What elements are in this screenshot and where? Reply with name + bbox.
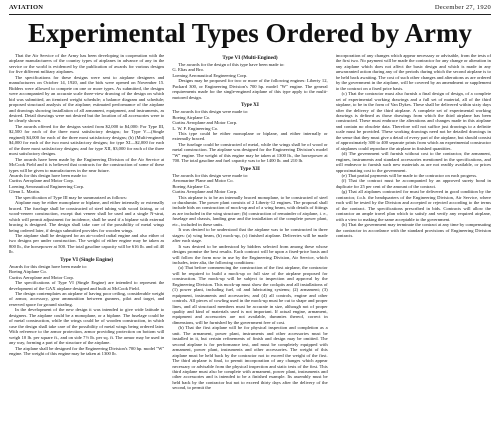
paragraph: The airplane shall be designed for an air-cooled radial engine and also either of two designs per under construction. The weight of either engine may be taken as 800 lb., the horsepower at 500. The total gasoline capacity will be 616 lb. and oil 40 lb. xyxy=(9,232,165,255)
text-column-2 xyxy=(172,53,327,430)
text-column-3 xyxy=(336,53,491,430)
paragraph: The awards for the design of this type have been made to: xyxy=(178,62,285,67)
paragraph: Aeromarine Plane and Motor Co. xyxy=(172,178,234,184)
paragraph: The awards have been made by the Engineering Division of the Air Service at McCook Field and it is believed that contracts for the construction of some of these types will be given to manufacturers in the near future. xyxy=(9,156,165,173)
paragraph: The specification of Type III may be summarized as follows: xyxy=(15,194,127,200)
paragraph: The airplane shall be designed for the Engineering Division's 700 hp. model "W" engine. The weight of this engine may be taken at 1300 lb. xyxy=(9,345,165,357)
paragraph: That the Air Service of the Army has been developing in cooperation with the airplane manufacturers of the country types of airplanes in advance of any in the service or the world is evidenced by the publication of awards for various designs for five different military airplanes. xyxy=(9,53,165,75)
paragraph: (f) That the contract must be accompanied by an approved surety bond in duplicate for 25 per cent of the amount of the contract. xyxy=(335,178,491,189)
section-name: AVIATION xyxy=(9,4,44,11)
paragraph: The specifications of Type VI (Single Engine) are intended to represent the development of the GAX airplane designed and built at McCook Field. xyxy=(9,280,165,291)
paragraph: This airplane is to be an internally braced monoplane, to be constructed of steel or duralumin. The power plant consists of 2 Liberty-12 engines. The proposal shall include bids on construction of mock-up and of a wing beam, with details of fittings as are included in the wing structure; (b) construction of remainder of airplane, i. e., fuselage and chassis, landing gear and the installation of the complete power plant, etc., included in these units. xyxy=(172,194,328,227)
paragraph: Boeing Airplane Co. xyxy=(172,183,211,189)
paragraph: Glenn L. Martin. xyxy=(9,189,41,195)
paragraph: This type could be either monoplane or biplane, and either internally or externally braced. xyxy=(172,130,328,142)
section-heading: Type XI xyxy=(241,102,259,109)
section-heading: Type VI (Multi-Engined) xyxy=(222,55,278,61)
paragraph: (g) That all airplanes contracted for must be delivered in good condition by the contractor, f.o.b. the headquarters of the Engineering Division, Air Service, where each will be tested by the Division and accepted or rejected according to the terms of the contract. The specifications prescribed in bids. Contracts will allow the contractor an ample travel plan which to satisfy and verify any required airplane, with a view to making the same acceptable to the government. xyxy=(335,189,491,222)
paragraph: (a) That before commencing the construction of the first airplane, the contractor will be required to build a mock-up or full size of the airplane proposed for construction. The mock-up will be subject to inspection and approval by the Engineering Division. This mock-up must show the cockpits and all installations of (1) power plant, including fuel, oil and lubricating systems; (2) armament; (3) equipment, instruments and accessories; and (4) all controls, engine and other controls. All pieces of cowling used in the mock-up must be cut to shape and proper lines, and all structural members must be accurate in size, although not of proper quality and kind of materials used is not important. If actual engine, armament, equipment and accessories are not available, dummies thereof, correct in dimensions, will be furnished by the government free of cost. xyxy=(172,265,328,325)
paragraph: Awards for this design have been made to: xyxy=(9,263,88,269)
paragraph: Boeing Airplane Co. xyxy=(172,114,211,120)
paragraph: (c) That the contractor must also furnish a final design of design, of a complete set of experimental working drawings and a full set of material, all of the third airplane, to be in the form of Van Dykes. These shall be delivered within sixty days after the delivery of the third airplane. A complete set of experimental working drawings is defined as those drawings from which the third airplane has been constructed. These must embrace the alterations and changes made in this airplane and contain no obsolete data. Therefore will not suffice just drawings to a definite scale must be provided. These working drawings need not be detailed drawings in the sense that they must give a detail of every part of the airplane, but should consist of approximately 300 to 400 separate prints from which an experimental constructor of airplanes could reproduce the airplane in finished quantities. xyxy=(335,91,491,151)
paragraph: It was desired to be understood by bidders selected from among these whose designs promise the best results. Each contract will be upon a fixed-price basis and will follow the form now in use by the Engineering Division, Air Service, which includes, inter alia, the following conditions: xyxy=(172,243,328,265)
section-heading: Type XII xyxy=(240,165,260,172)
text-column-1 xyxy=(9,53,164,430)
paragraph: In the development of the new design it was intended to give wide latitude to designers. The airplane could be a monoplane, or a biplane. The fuselage could be of metal construction, while the wings could be of wooden construction, in which case the design shall take care of the possibility of metal wings being ordered later. With reference to the armor protection, armor providing protection on bottom will weigh 10 lb. per square ft., and on side 7½ lb. per sq. ft. The armor may be used in any way, forming a part of the structure of the airplane. xyxy=(9,307,165,346)
header-rule xyxy=(9,14,491,15)
paragraph: (h) That the government may terminate the contract at any time by compensating the contractor in accordance with the standard provisions of Engineering Division contracts. xyxy=(335,222,491,238)
paragraph: Designs may be proposed for two or more of the following engines: Liberty 12, Packard 300, or Engineering Division's 700 hp. model "W" engine. The general requirements made for the single-engined airplane of this type apply to the multi-motored design. xyxy=(172,78,328,100)
paragraph: (d) The government will furnish without cost to the contractor, the armament, engines, instruments and standard accessories mentioned in the specifications, and will endeavor to furnish such new materials as are not readily available, or prices approximating cost to the government. xyxy=(335,151,491,173)
paragraph: Airplane may be either monoplane or biplane, and either internally or externally braced. The fuselage shall be constructed of steel tubing with wood fairing, or of wood-veneer construction, except that veneer shall be used and a single N-strut, which will permit adjustment for incidence, shall be used if a biplane with external bracing is designed. The design shall take care of the possibility of metal wings being ordered later, if design submitted provides for wooden wings. xyxy=(9,200,165,233)
paragraph: Loening Aeronautical Engineering Corp. xyxy=(9,183,85,189)
paragraph: Curtiss Aeroplane and Motor Corp. xyxy=(9,274,74,280)
issue-date: December 27, 1920 xyxy=(434,4,491,11)
paragraph: It was desired to be understood that the airplane was to be constructed in three stages: (a) wing beam, (b) mock-up, (c) finished airplane. Deliveries will be made after each stage. xyxy=(172,227,328,244)
paragraph: The fuselage could be constructed of metal, while the wings shall be of wood or metal construction. The airplane was designed for the Engineering Division's model "W" engine. The weight of this engine may be taken at 1300 lb., the horsepower at 700. The total gasoline and fuel capacity was to be 1400 lb. and 210 lb. xyxy=(172,141,328,164)
running-header xyxy=(9,4,491,14)
paragraph: The awards offered for the designs varied from $2,000 to $4,000: For Type III, $2,500 for each of the three most satisfactory designs; for Type V—(Single engined) $4,000 for each of the three most satisfactory designs; (b) (Multi-engined) $4,000 for each of the two most satisfactory designs; for type XI—$2,000 for each of the three most satisfactory designs; and for type XII, $3,000 for each of the three most satisfactory designs. xyxy=(9,123,165,157)
paragraph: L. W. F. Engineering Co. xyxy=(172,125,219,131)
paragraph: The awards for this design were made to: xyxy=(172,109,249,115)
paragraph: (b) That the first airplane will be for physical inspection and completion as a unit. The armament, power plant, instruments and other accessories must be installed in it, but certain refinements of finish and design may be omitted. The second airplane is for performance test, and must be completely equipped with armament, power plant, instruments and other accessories. The weight of this airplane must be held back by the contractor not to exceed the weight of the first. The third airplane is final, to permit incorporation of any changes which appear necessary or advisable from the physical inspection and static tests of the first. This third airplane must also be complete with armament, power plant, instruments and other accessories and is intended to be a finished example. Its assembly must be held back by the contractor but not to exceed thirty days after the delivery of the second, to permit the xyxy=(172,325,328,391)
paragraph: The awards for this design were made to: xyxy=(172,172,249,178)
paragraph: The specifications for these designs were sent to airplane designers and manufacturers on October 14, 1920, and the bids were opened on November 15. Bidders were allowed to compete on one or more types. As submitted, the designs were accompanied by an accurate scale three-view drawing of the design on which bid was submitted, an itemized weight schedule; a balance diagram and schedule; proposed structural analysis of the airplane; estimated performance of the airplane and drawings showing installation of all armament, equipment, and instruments, as desired. Detail drawings were not desired but the location of all accessories were to be clearly shown. xyxy=(9,74,165,124)
paragraph: Loening Aeronautical Engineering Corp. xyxy=(172,72,248,78)
paragraph: Boeing Airplane Co. xyxy=(9,269,47,275)
section-heading: Type VI (Single Engine) xyxy=(60,256,114,263)
paragraph: Curtiss Aeroplane and Motor Corp. xyxy=(172,120,238,126)
paragraph: Curtiss Aeroplane and Motor Corp. xyxy=(9,178,74,184)
article-body xyxy=(9,53,491,430)
paragraph: Curtiss Aeroplane and Motor Corp. xyxy=(172,189,238,195)
paragraph: (e) That partial payments will be made to the contractor on each progress. xyxy=(341,172,478,178)
paragraph: incorporation of any changes which appear necessary or advisable, from the tests of the first two. No payment will be made the contractor for any change or alteration in any airplane which does not affect the basic design and which is made in any unwarranted action during any of the periods during which the second airplane is to be held back awaiting. The cost of such other changes and alterations as are ordered by the government in the airplane, will be covered by an amendment or supplement to the contract on a fixed price basis. xyxy=(335,53,491,91)
paragraph: Awards for this design have been made to: xyxy=(9,172,88,178)
paragraph: G. Elias and Bro. xyxy=(172,67,205,73)
paragraph: The design contemplates an airplane of having poor ceiling, considerable weight of armor, accessory, gear ammunition between gunners, pilot and target, and reserved space for ground strafing. xyxy=(9,291,165,307)
article-title: Experimental Types Ordered by Army xyxy=(28,18,472,48)
